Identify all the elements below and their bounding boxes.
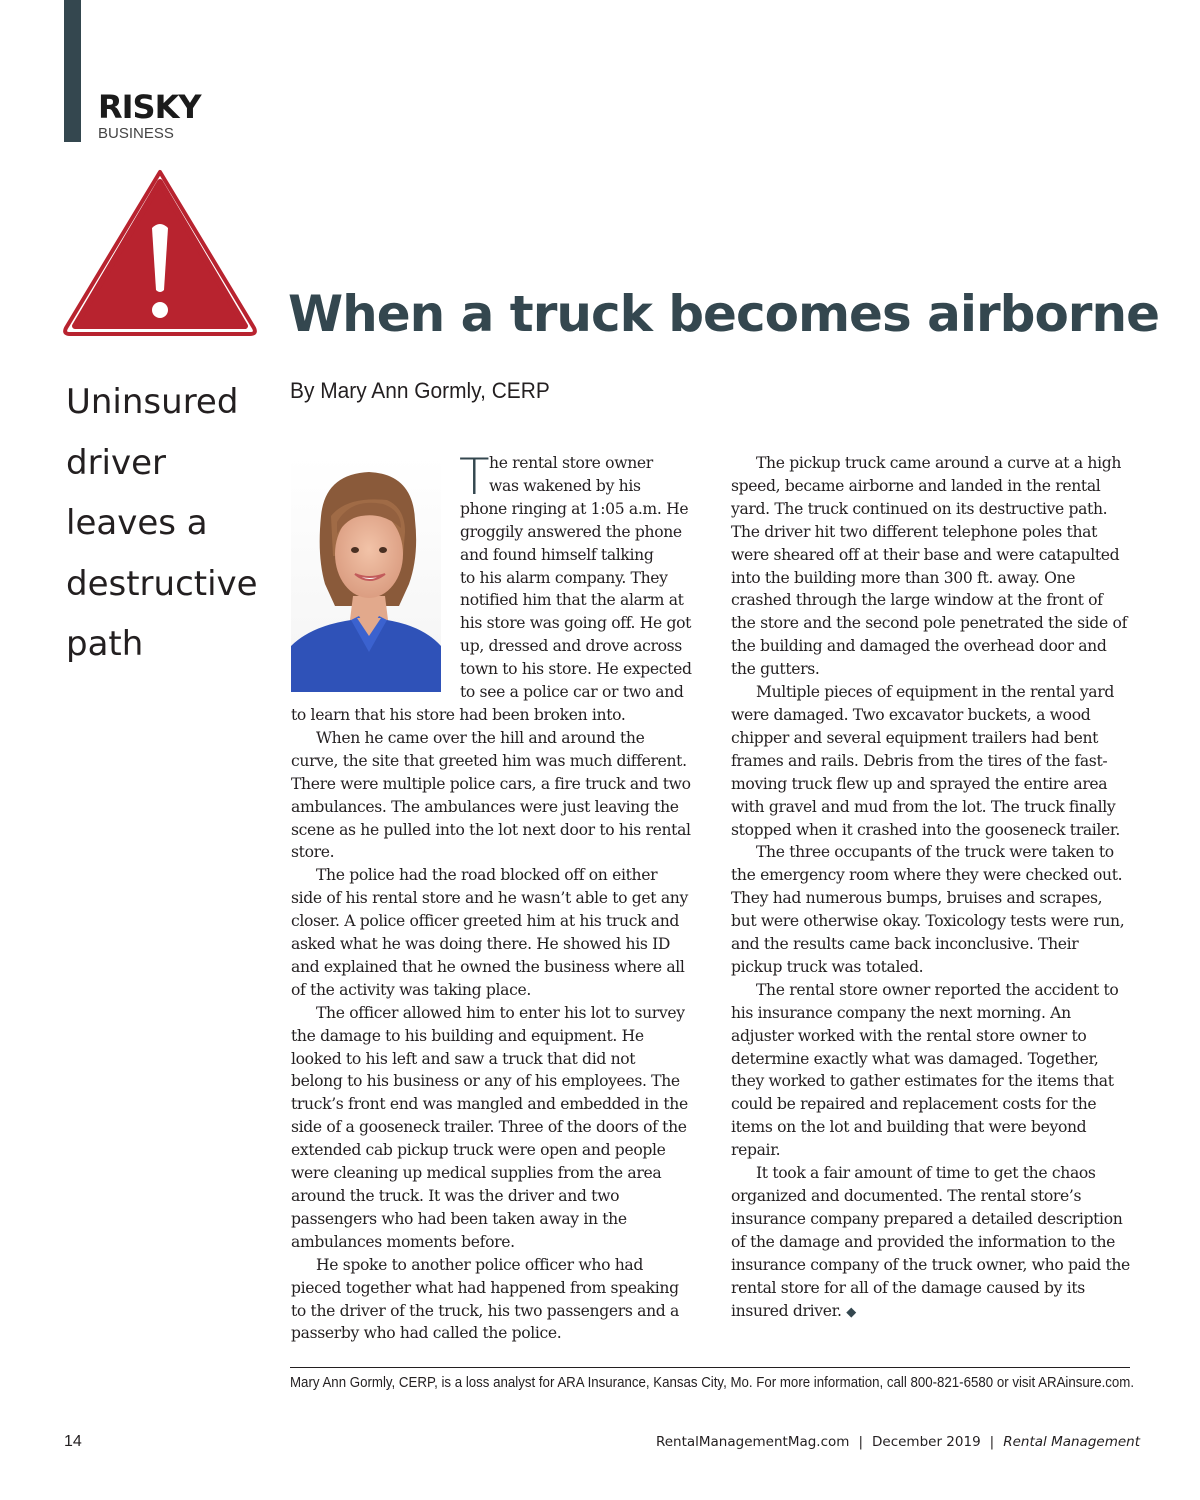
article-column-2 [731,452,1131,1324]
text-line: groggily answered the phone [460,522,682,541]
paragraph-final [731,1162,1131,1324]
paragraph: to learn that his store had been broken into. [291,705,626,724]
section-subtitle: BUSINESS [98,125,174,142]
section-title: RISKY [98,88,201,126]
text-line: phone ringing at 1:05 a.m. He [460,499,689,518]
article-headline: When a truck becomes airborne [288,285,1159,343]
paragraph: The police had the road blocked off on either side of his rental store and he wasn’t able to get any closer. A police officer greeted him at his truck and asked what he was doing there. He showed his ID and explained that he owned the business where all of the activity was taking place. [291,866,688,999]
paragraph: He spoke to another police officer who had pieced together what had happened from speaking to the driver of the truck, his two passengers and a passerby who had called the police. [291,1255,679,1343]
paragraph: The pickup truck came around a curve at a high speed, became airborne and landed in the rental yard. The truck continued on its destructive path. The driver hit two different telephone poles that were sheared off at their base and were catapulted into the building more than 300 ft. away. One crashed through the large window at the front of the store and the second pole penetrated the side of the building and damaged the overhead door and the gutters. [731,454,1127,679]
text-line: he rental store owner [489,454,653,472]
footer-separator: | [989,1434,995,1450]
footer-site: RentalManagementMag.com [655,1434,850,1450]
paragraph: The rental store owner reported the accident to his insurance company the next morning. An adjuster worked with the rental store owner to determine exactly what was damaged. Together, they worked to gather estimates for the items that could be repaired and replacement costs for the items on the lot and building that were beyond repair. [731,980,1119,1160]
end-mark-icon: ◆ [846,1304,856,1320]
text-line: to see a police car or two and [460,683,684,702]
section-header [98,88,201,142]
footer-separator: | [858,1434,863,1450]
paragraph: When he came over the hill and around the curve, the site that greeted him was much different. There were multiple police cars, a fire truck and two ambulances. The ambulances were just leaving the scene as he pulled into the lot next door to his rental store. [291,728,691,862]
author-footnote: Mary Ann Gormly, CERP, is a loss analyst for ARA Insurance, Kansas City, Mo. For more information, call 800-821-6580 or visit ARAinsure.com. [290,1374,1135,1391]
paragraph: The officer allowed him to enter his lot to survey the damage to his building and equipment. He looked to his left and saw a truck that did not belong to his business or any of his employees. The truck’s front end was mangled and embedded in the side of a gooseneck trailer. Three of the doors of the extended cab pickup truck were open and people were cleaning up medical supplies from the area around the truck. It was the driver and two passengers who had been taken away in the ambulances moments before. [291,1003,688,1251]
byline: By Mary Ann Gormly, CERP [290,378,550,403]
text-line: up, dressed and drove across [460,637,682,656]
text-line: town to his store. He expected [460,660,692,679]
pull-quote: Uninsured driver leaves a destructive path [66,382,258,664]
warning-triangle-icon [60,166,260,338]
paragraph: Multiple pieces of equipment in the rental yard were damaged. Two excavator buckets, a wood chipper and several equipment trailers had bent frames and rails. Debris from the tires of the fast-moving truck flew up and sprayed the entire area with gravel and mud from the lot. The truck finally stopped when it crashed into the gooseneck trailer. [731,683,1120,839]
text-line: his store was going off. He got [460,614,692,633]
paragraph: The three occupants of the truck were taken to the emergency room where they were checked out. They had numerous bumps, bruises and scrapes, but were otherwise okay. Toxicology tests were run, and the results came back inconclusive. Their pickup truck was totaled. [731,843,1125,976]
text-line: notified him that the alarm at [460,591,684,610]
footer-issue: December 2019 [872,1434,981,1450]
wrapped-intro [291,448,692,704]
footer-magazine: Rental Management [1003,1434,1140,1450]
text-line: and found himself talking [460,545,654,564]
page-number: 14 [64,1433,82,1450]
footnote-divider [290,1367,1130,1368]
text-line: was wakened by his [489,476,641,495]
paragraph-text: It took a fair amount of time to get the chaos organized and documented. The rental store’s insurance company prepared a detailed description of the damage and provided the information to the insurance company of the truck owner, who paid the rental store for all of the damage caused by its insured driver. [731,1164,1130,1320]
section-accent-bar [64,0,81,142]
drop-cap: T [459,448,490,506]
article-column-1 [291,448,692,1345]
running-footer [656,1434,1140,1450]
text-line: to his alarm company. They [460,568,668,587]
